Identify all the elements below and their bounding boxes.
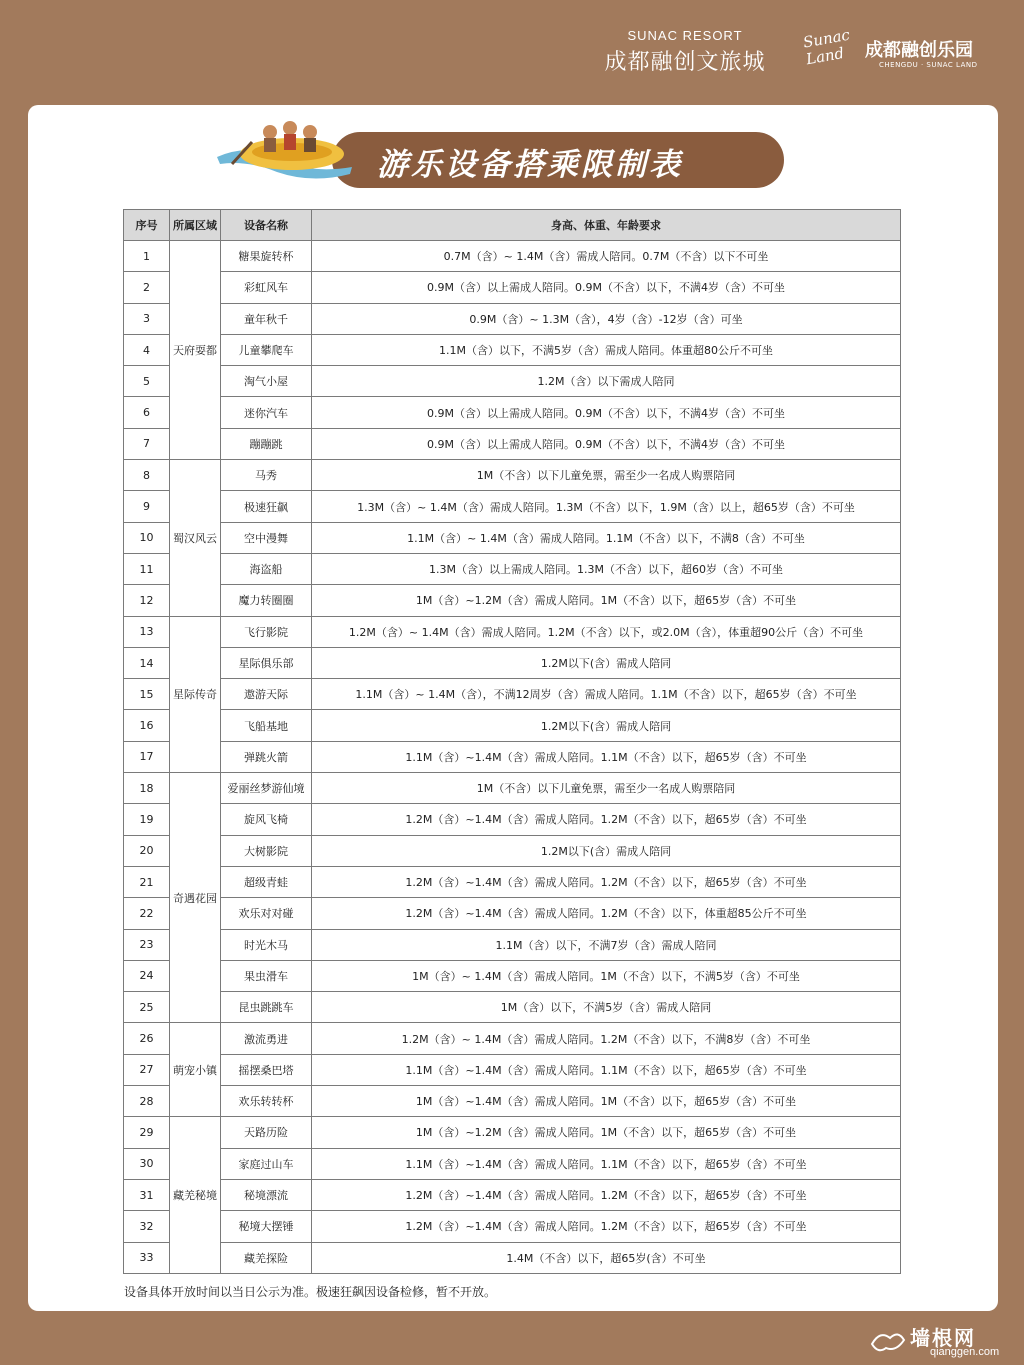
page-title: 游乐设备搭乘限制表 — [377, 147, 683, 183]
footnote: 设备具体开放时间以当日公示为准。极速狂飙因设备检修，暂不开放。 — [124, 1285, 497, 1299]
row-number: 17 — [124, 741, 170, 772]
ride-name: 激流勇进 — [221, 1023, 312, 1054]
row-number: 22 — [124, 898, 170, 929]
ride-name: 儿童攀爬车 — [221, 334, 312, 365]
ride-name: 马秀 — [221, 460, 312, 491]
zone-name: 天府耍都 — [170, 241, 221, 460]
column-header-requirement: 身高、体重、年龄要求 — [312, 210, 901, 241]
ride-name: 家庭过山车 — [221, 1148, 312, 1179]
ride-name: 淘气小屋 — [221, 366, 312, 397]
ride-name: 星际俱乐部 — [221, 647, 312, 678]
row-number: 26 — [124, 1023, 170, 1054]
row-number: 16 — [124, 710, 170, 741]
ride-requirement: 1.2M（含）~1.4M（含）需成人陪同。1.2M（不含）以下，超65岁（含）不可坐 — [312, 1211, 901, 1242]
row-number: 32 — [124, 1211, 170, 1242]
zone-name: 藏羌秘境 — [170, 1117, 221, 1273]
row-number: 33 — [124, 1242, 170, 1273]
row-number: 29 — [124, 1117, 170, 1148]
table-row — [124, 1023, 901, 1054]
resort-name-en: SUNAC RESORT — [627, 28, 743, 43]
table-row — [124, 710, 901, 741]
resort-title — [600, 28, 770, 76]
table-row — [124, 835, 901, 866]
row-number: 30 — [124, 1148, 170, 1179]
table-row — [124, 241, 901, 272]
row-number: 27 — [124, 1054, 170, 1085]
table-row — [124, 679, 901, 710]
ride-requirement: 1.2M以下(含）需成人陪同 — [312, 710, 901, 741]
table-row — [124, 491, 901, 522]
watermark-logo-icon — [868, 1326, 908, 1356]
table-row — [124, 992, 901, 1023]
table-row — [124, 1148, 901, 1179]
ride-requirement: 0.7M（含）~ 1.4M（含）需成人陪同。0.7M（不含）以下不可坐 — [312, 241, 901, 272]
ride-name: 彩虹风车 — [221, 272, 312, 303]
row-number: 12 — [124, 585, 170, 616]
table-row — [124, 585, 901, 616]
watermark-url: qianggen.com — [930, 1346, 1000, 1358]
ride-name: 超级青蛙 — [221, 866, 312, 897]
rafting-illustration-icon — [212, 112, 362, 192]
zone-name: 奇遇花园 — [170, 773, 221, 1023]
row-number: 11 — [124, 553, 170, 584]
ride-name: 藏羌探险 — [221, 1242, 312, 1273]
ride-requirement: 1M（含）~ 1.4M（含）需成人陪同。1M（不含）以下，不满5岁（含）不可坐 — [312, 960, 901, 991]
ride-name: 果虫滑车 — [221, 960, 312, 991]
ride-requirement: 1M（含）~1.2M（含）需成人陪同。1M（不含）以下，超65岁（含）不可坐 — [312, 1117, 901, 1148]
row-number: 4 — [124, 334, 170, 365]
ride-requirement: 1.1M（含）~1.4M（含）需成人陪同。1.1M（不含）以下，超65岁（含）不可坐 — [312, 1054, 901, 1085]
watermark — [868, 1322, 1018, 1362]
ride-name: 糖果旋转杯 — [221, 241, 312, 272]
row-number: 2 — [124, 272, 170, 303]
ride-name: 秘境大摆锤 — [221, 1211, 312, 1242]
row-number: 13 — [124, 616, 170, 647]
row-number: 21 — [124, 866, 170, 897]
ride-name: 旋风飞椅 — [221, 804, 312, 835]
row-number: 28 — [124, 1086, 170, 1117]
row-number: 6 — [124, 397, 170, 428]
ride-requirement: 1M（不含）以下儿童免票，需至少一名成人购票陪同 — [312, 460, 901, 491]
column-header-no: 序号 — [124, 210, 170, 241]
table-header-row — [124, 210, 901, 241]
ride-name: 昆虫跳跳车 — [221, 992, 312, 1023]
ride-requirement: 1.2M（含）~1.4M（含）需成人陪同。1.2M（不含）以下，超65岁（含）不可坐 — [312, 866, 901, 897]
ride-name: 飞行影院 — [221, 616, 312, 647]
ride-requirement: 1.2M（含）~1.4M（含）需成人陪同。1.2M（不含）以下，体重超85公斤不可坐 — [312, 898, 901, 929]
table-row — [124, 616, 901, 647]
table-row — [124, 898, 901, 929]
ride-name: 天路历险 — [221, 1117, 312, 1148]
table-row — [124, 553, 901, 584]
ride-requirement: 1M（含）以下，不满5岁（含）需成人陪同 — [312, 992, 901, 1023]
ride-requirement: 1.1M（含）以下，不满7岁（含）需成人陪同 — [312, 929, 901, 960]
ride-name: 欢乐转转杯 — [221, 1086, 312, 1117]
ride-requirement: 1.1M（含）~1.4M（含）需成人陪同。1.1M（不含）以下，超65岁（含）不可坐 — [312, 1148, 901, 1179]
row-number: 24 — [124, 960, 170, 991]
ride-name: 极速狂飙 — [221, 491, 312, 522]
ride-requirement: 1.2M以下(含）需成人陪同 — [312, 835, 901, 866]
row-number: 20 — [124, 835, 170, 866]
ride-requirement: 1.4M（不含）以下，超65岁(含）不可坐 — [312, 1242, 901, 1273]
sunac-land-logo — [801, 25, 980, 74]
table-row — [124, 303, 901, 334]
ride-name: 秘境漂流 — [221, 1179, 312, 1210]
ride-name: 摇摆桑巴塔 — [221, 1054, 312, 1085]
logo-mark: Sunac Land — [801, 25, 852, 69]
zone-name: 蜀汉风云 — [170, 460, 221, 616]
ride-name: 欢乐对对碰 — [221, 898, 312, 929]
table-row — [124, 428, 901, 459]
ride-requirement: 0.9M（含）以上需成人陪同。0.9M（不含）以下，不满4岁（含）不可坐 — [312, 428, 901, 459]
ride-requirement: 1.2M（含）~1.4M（含）需成人陪同。1.2M（不含）以下，超65岁（含）不可坐 — [312, 804, 901, 835]
ride-requirement: 1.1M（含）以下，不满5岁（含）需成人陪同。体重超80公斤不可坐 — [312, 334, 901, 365]
zone-name: 星际传奇 — [170, 616, 221, 772]
ride-requirement: 0.9M（含）以上需成人陪同。0.9M（不含）以下，不满4岁（含）不可坐 — [312, 272, 901, 303]
ride-requirement: 1.3M（含）以上需成人陪同。1.3M（不含）以下，超60岁（含）不可坐 — [312, 553, 901, 584]
column-header-zone: 所属区域 — [170, 210, 221, 241]
ride-requirement: 1.2M（含）~1.4M（含）需成人陪同。1.2M（不含）以下，超65岁（含）不可坐 — [312, 1179, 901, 1210]
title-banner — [332, 132, 784, 188]
logo-name-en: CHENGDU · SUNAC LAND — [879, 61, 978, 69]
logo-name-cn: 成都融创乐园 — [865, 40, 973, 61]
ride-name: 海盗船 — [221, 553, 312, 584]
table-row — [124, 1054, 901, 1085]
ride-requirement: 0.9M（含）以上需成人陪同。0.9M（不含）以下，不满4岁（含）不可坐 — [312, 397, 901, 428]
watermark-text: 墙根网 — [910, 1326, 976, 1350]
table-row — [124, 647, 901, 678]
ride-requirement: 1.2M（含）以下需成人陪同 — [312, 366, 901, 397]
ride-name: 迷你汽车 — [221, 397, 312, 428]
table-body — [124, 241, 901, 1274]
table-row — [124, 773, 901, 804]
table-row — [124, 272, 901, 303]
row-number: 3 — [124, 303, 170, 334]
ride-requirement: 0.9M（含）~ 1.3M（含），4岁（含）-12岁（含）可坐 — [312, 303, 901, 334]
table-row — [124, 1086, 901, 1117]
ride-name: 大树影院 — [221, 835, 312, 866]
ride-requirement: 1.3M（含）~ 1.4M（含）需成人陪同。1.3M（不含）以下，1.9M（含）以上，超65岁（含）不可坐 — [312, 491, 901, 522]
row-number: 9 — [124, 491, 170, 522]
ride-name: 魔力转圈圈 — [221, 585, 312, 616]
row-number: 8 — [124, 460, 170, 491]
ride-requirement: 1M（含）~1.2M（含）需成人陪同。1M（不含）以下，超65岁（含）不可坐 — [312, 585, 901, 616]
ride-name: 飞船基地 — [221, 710, 312, 741]
row-number: 10 — [124, 522, 170, 553]
ride-requirement: 1.2M（含）~ 1.4M（含）需成人陪同。1.2M（不含）以下，不满8岁（含）不可坐 — [312, 1023, 901, 1054]
table-row — [124, 460, 901, 491]
ride-name: 时光木马 — [221, 929, 312, 960]
ride-name: 遨游天际 — [221, 679, 312, 710]
ride-name: 蹦蹦跳 — [221, 428, 312, 459]
table-row — [124, 1179, 901, 1210]
row-number: 15 — [124, 679, 170, 710]
column-header-ride: 设备名称 — [221, 210, 312, 241]
ride-name: 空中漫舞 — [221, 522, 312, 553]
table-row — [124, 366, 901, 397]
row-number: 18 — [124, 773, 170, 804]
row-number: 1 — [124, 241, 170, 272]
table-row — [124, 866, 901, 897]
zone-name: 萌宠小镇 — [170, 1023, 221, 1117]
ride-restriction-table — [123, 209, 901, 1274]
row-number: 25 — [124, 992, 170, 1023]
ride-requirement: 1.2M以下(含）需成人陪同 — [312, 647, 901, 678]
ride-name: 爱丽丝梦游仙境 — [221, 773, 312, 804]
ride-requirement: 1M（含）~1.4M（含）需成人陪同。1M（不含）以下，超65岁（含）不可坐 — [312, 1086, 901, 1117]
table-row — [124, 397, 901, 428]
ride-name: 弹跳火箭 — [221, 741, 312, 772]
row-number: 14 — [124, 647, 170, 678]
table-row — [124, 1117, 901, 1148]
table-row — [124, 1242, 901, 1273]
ride-requirement: 1.1M（含）~ 1.4M（含）需成人陪同。1.1M（不含）以下，不满8（含）不可坐 — [312, 522, 901, 553]
ride-requirement: 1.1M（含）~1.4M（含）需成人陪同。1.1M（不含）以下，超65岁（含）不可坐 — [312, 741, 901, 772]
table-row — [124, 522, 901, 553]
row-number: 23 — [124, 929, 170, 960]
row-number: 31 — [124, 1179, 170, 1210]
resort-name-cn: 成都融创文旅城 — [604, 50, 766, 75]
ride-requirement: 1M（不含）以下儿童免票，需至少一名成人购票陪同 — [312, 773, 901, 804]
ride-name: 童年秋千 — [221, 303, 312, 334]
table-row — [124, 741, 901, 772]
table-row — [124, 929, 901, 960]
row-number: 5 — [124, 366, 170, 397]
row-number: 19 — [124, 804, 170, 835]
table-row — [124, 804, 901, 835]
ride-requirement: 1.2M（含）~ 1.4M（含）需成人陪同。1.2M（不含）以下，或2.0M（含），体重超90公斤（含）不可坐 — [312, 616, 901, 647]
table-row — [124, 1211, 901, 1242]
table-row — [124, 334, 901, 365]
ride-requirement: 1.1M（含）~ 1.4M（含），不满12周岁（含）需成人陪同。1.1M（不含）以下，超65岁（含）不可坐 — [312, 679, 901, 710]
row-number: 7 — [124, 428, 170, 459]
table-row — [124, 960, 901, 991]
